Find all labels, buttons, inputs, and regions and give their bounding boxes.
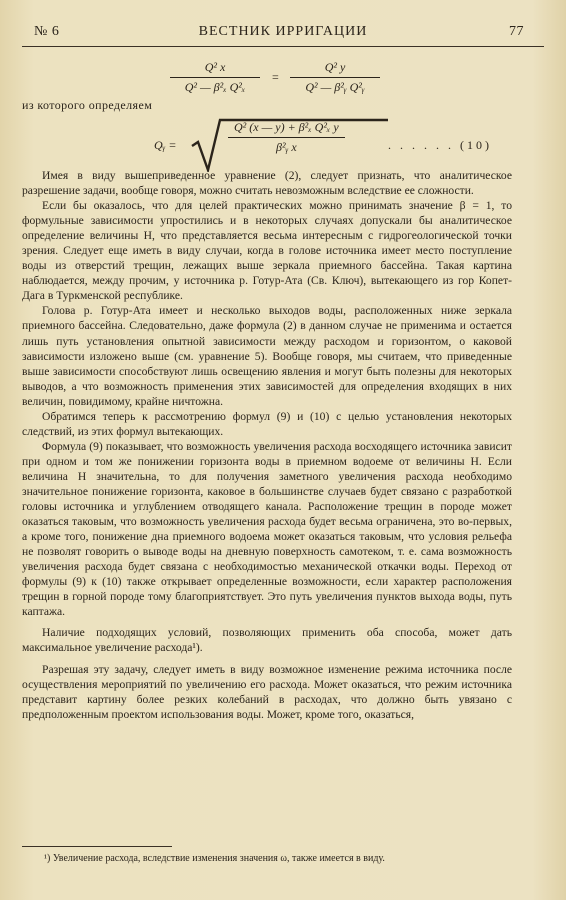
page-number: 77	[509, 24, 524, 39]
paragraph: Голова р. Готур-Ата имеет и несколько выходов воды, расположенных ниже зеркала приемного бассейна. Следовательно, даже формула (2) в данном случае не применима и остается лишь путь установления опытной зависимости между расходом и горизонтом, о каковой зависимости изложено выше (см. уравнение 5). Вообще говоря, мы считаем, что приведенные выше зависимости способствуют лишь освещению явления и могут быть полезны для некоторых выводов, а что возможность применения этих зависимостей для определения входящих в них величин, повидимому, крайне ничтожна.	[22, 304, 512, 408]
formula-10-numerator: Q² (x — y) + β²ₓ Q²ₓ y	[228, 120, 345, 138]
formula-right-numerator: Q² y	[290, 60, 380, 78]
formula-left-numerator: Q² x	[170, 60, 260, 78]
issue-number: № 6	[34, 24, 60, 39]
footnote: ¹) Увеличение расхода, вследствие изменения значения ω, также имеется в виду.	[44, 853, 385, 864]
formula-10-fraction	[228, 120, 345, 155]
journal-title: ВЕСТНИК ИРРИГАЦИИ	[198, 24, 368, 39]
paragraph: Наличие подходящих условий, позволяющих применить оба способа, может дать максимальное увеличение расхода¹).	[22, 626, 512, 655]
formula-right-denominator: Q² — β²ᵧ Q²ᵧ	[305, 80, 365, 94]
equation-number: . . . . . . (10)	[388, 138, 492, 152]
body-text	[22, 168, 512, 722]
formula-10-denominator: β²ᵧ x	[276, 140, 297, 154]
formula-right-fraction	[290, 60, 380, 95]
formula-10-lhs: Qᵧ =	[154, 138, 177, 152]
intro-line: из которого определяем	[22, 98, 153, 112]
formula-left-denominator: Q² — β²ₓ Q²ₓ	[184, 80, 246, 94]
paragraph: Обратимся теперь к рассмотрению формул (9) и (10) с целью установления некоторых следствий, из этих формул вытекающих.	[22, 409, 512, 438]
paragraph: Имея в виду вышеприведенное уравнение (2), следует признать, что аналитическое разрешение задачи, вообще говоря, можно считать невозможным вследствие ее сложности.	[22, 169, 512, 198]
paragraph: Формула (9) показывает, что возможность увеличения расхода восходящего источника зависит при одном и том же понижении горизонта воды в приемном водоеме от величины H. Если величина H значительна, то для получения заметного увеличения расхода необходимо значительное понижение горизонта, каковое в большинстве случаев будет связано с разработкой головы источника и углублением отводящего канала. Расположение трещин в породе может оказаться таковым, что возможность увеличения расхода будет весьма ограничена, это во-первых, а кроме того, понижение дна приемного водоема может оказаться таковым, что условия рельефа не позволят говорить о выводе воды на дневную поверхность самотеком, т. е. сама возможность увеличения расхода будет связана с необходимостью механической откачки воды. Переход от формулы (9) к (10) также открывает определенные возможности, если характер расположения трещин в горной породе тому благоприятствует. Это путь увеличения пунктов выхода воды, путь каптажа.	[22, 439, 512, 619]
formula-left-fraction	[170, 60, 260, 95]
formula-10	[150, 116, 510, 172]
formula-equals: =	[272, 70, 279, 84]
paragraph: Если бы оказалось, что для целей практических можно принимать значение β = 1, то формульные зависимости упростились и в некоторых случаях допускали бы аналитическое определение величины H, что представляется весьма интересным с гидрогеологической точки зрения. Следует еще иметь в виду случаи, когда в голове источника имеет место поступление воды из отверстий трещин, лежащих выше зеркала приемного бассейна. Такая картина наблюдается, между прочим, у источника р. Готур-Ата (Св. Ключ), вытекающего из гор Копет-Дага в Туркменской республике.	[22, 199, 512, 303]
formula-ratio	[170, 60, 400, 102]
page-header	[22, 22, 544, 47]
paragraph: Разрешая эту задачу, следует иметь в виду возможное изменение режима источника после осуществления мероприятий по увеличению его расхода. Может оказаться, что режим источника представит картину более резких колебаний в расходах, что должно быть увязано с предположенным проектом использования воды. Может, кроме того, оказаться,	[22, 662, 512, 721]
footnote-divider	[22, 846, 172, 847]
